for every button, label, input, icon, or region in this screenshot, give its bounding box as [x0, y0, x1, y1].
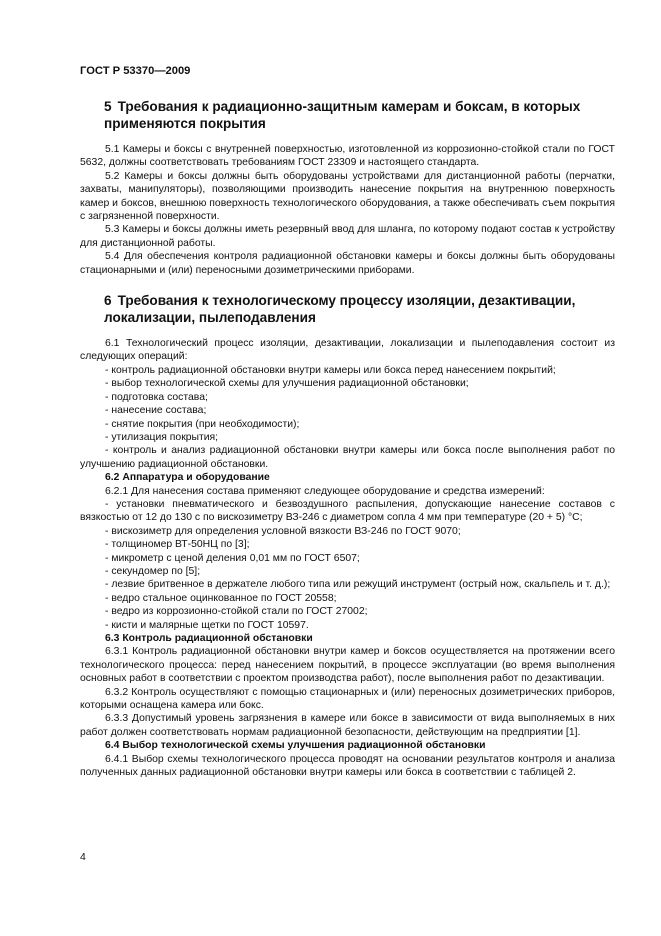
paragraph-6-4-1: 6.4.1 Выбор схемы технологического процесса проводят на основании результатов контроля и анализа полученных данных радиационной обстановки внутри камеры или бокса в соответствии с таблицей 2. [80, 753, 615, 779]
paragraph-6-3-1: 6.3.1 Контроль радиационной обстановки внутри камер и боксов осуществляется на протяжении всего технологического процесса: перед нанесением покрытий, в процессе эксплуатации (во время выполнения основных работ в соответствии с проектом производства работ), после выполнения работ по дезактивации. [80, 646, 615, 685]
list-item: - подготовка состава; [105, 391, 208, 403]
subsection-6-3-heading: 6.3 Контроль радиационной обстановки [105, 633, 313, 644]
section-5-number: 5 [104, 99, 112, 114]
list-item: - выбор технологической схемы для улучшения радиационной обстановки; [105, 378, 469, 390]
subsection-6-2-heading: 6.2 Аппаратура и оборудование [105, 472, 270, 484]
list-item: - утилизация покрытия; [105, 431, 219, 443]
list-item: - микрометр с ценой деления 0,01 мм по ГОСТ 6507; [105, 552, 360, 564]
paragraph-5-2: 5.2 Камеры и боксы должны быть оборудованы устройствами для дистанционной работы (перчатки, захваты, манипуляторы), позволяющими производить нанесение покрытия на внутреннюю поверхность камер и боксов, внешнюю поверхность технологического оборудования, а также обеспечивать съем покрытия с загрязненной поверхности. [80, 170, 615, 223]
list-item: - кисти и малярные щетки по ГОСТ 10597. [105, 619, 309, 631]
list-item: - нанесение состава; [105, 405, 207, 417]
paragraph-6-2-1: 6.2.1 Для нанесения состава применяют следующее оборудование и средства измерений: [105, 485, 545, 497]
document-body [80, 98, 615, 779]
list-item: - толщиномер ВТ-50НЦ по [3]; [105, 539, 250, 551]
list-item: - лезвие бритвенное в держателе любого типа или режущий инструмент (острый нож, скальпель и т. д.); [105, 579, 611, 591]
section-5-title: Требования к радиационно-защитным камерам и боксам, в которых применяются покрытия [104, 99, 581, 131]
paragraph-5-1: 5.1 Камеры и боксы с внутренней поверхностью, изготовленной из коррозионно-стойкой стали по ГОСТ 5632, должны соответствовать требованиям ГОСТ 23309 и настоящего стандарта. [80, 144, 615, 169]
section-5-heading [104, 98, 615, 132]
document-header: ГОСТ Р 53370—2009 [80, 65, 191, 77]
paragraph-5-4: 5.4 Для обеспечения контроля радиационной обстановки камеры и боксы должны быть оборудованы стационарными и (или) переносными дозиметрическими приборами. [80, 251, 615, 276]
list-item: - контроль радиационной обстановки внутри камеры или бокса перед нанесением покрытий; [105, 364, 556, 376]
paragraph-6-3-2: 6.3.2 Контроль осуществляют с помощью стационарных и (или) переносных дозиметрических приборов, которыми оснащена камера или бокс. [80, 686, 615, 712]
paragraph-5-3: 5.3 Камеры и боксы должны иметь резервный ввод для шланга, по которому подают состав к устройству для дистанционной работы. [80, 224, 615, 249]
section-6-heading [104, 292, 615, 326]
paragraph-6-3-3: 6.3.3 Допустимый уровень загрязнения в камере или боксе в зависимости от вида выполняемых в них работ должен соответствовать нормам радиационной безопасности, действующим на предприятии [1]. [80, 713, 615, 738]
list-item: - ведро из коррозионно-стойкой стали по ГОСТ 27002; [105, 606, 368, 618]
subsection-6-4-heading: 6.4 Выбор технологической схемы улучшения радиационной обстановки [105, 740, 486, 752]
list-item: - установки пневматического и безвоздушного распыления, допускающие нанесение составов с вязкостью от 12 до 130 с по вискозиметру ВЗ-246 с диаметром сопла 4 мм при температуре (20 + 5) °С; [80, 498, 615, 524]
paragraph-6-1: 6.1 Технологический процесс изоляции, дезактивации, локализации и пылеподавления состоит из следующих операций: [80, 338, 615, 363]
list-item: - секундомер по [5]; [105, 565, 201, 577]
list-item: - ведро стальное оцинкованное по ГОСТ 20558; [105, 592, 337, 604]
list-item: - контроль и анализ радиационной обстановки внутри камеры или бокса после выполнения работ по улучшению радиационной обстановки. [80, 445, 615, 470]
list-item: - снятие покрытия (при необходимости); [105, 418, 300, 430]
list-item: - вискозиметр для определения условной вязкости ВЗ-246 по ГОСТ 9070; [105, 525, 461, 537]
section-6-number: 6 [104, 293, 112, 309]
section-6-title: Требования к технологическому процессу изоляции, дезактивации, локализации, пылеподавления [104, 293, 576, 326]
page-number: 4 [80, 852, 86, 863]
